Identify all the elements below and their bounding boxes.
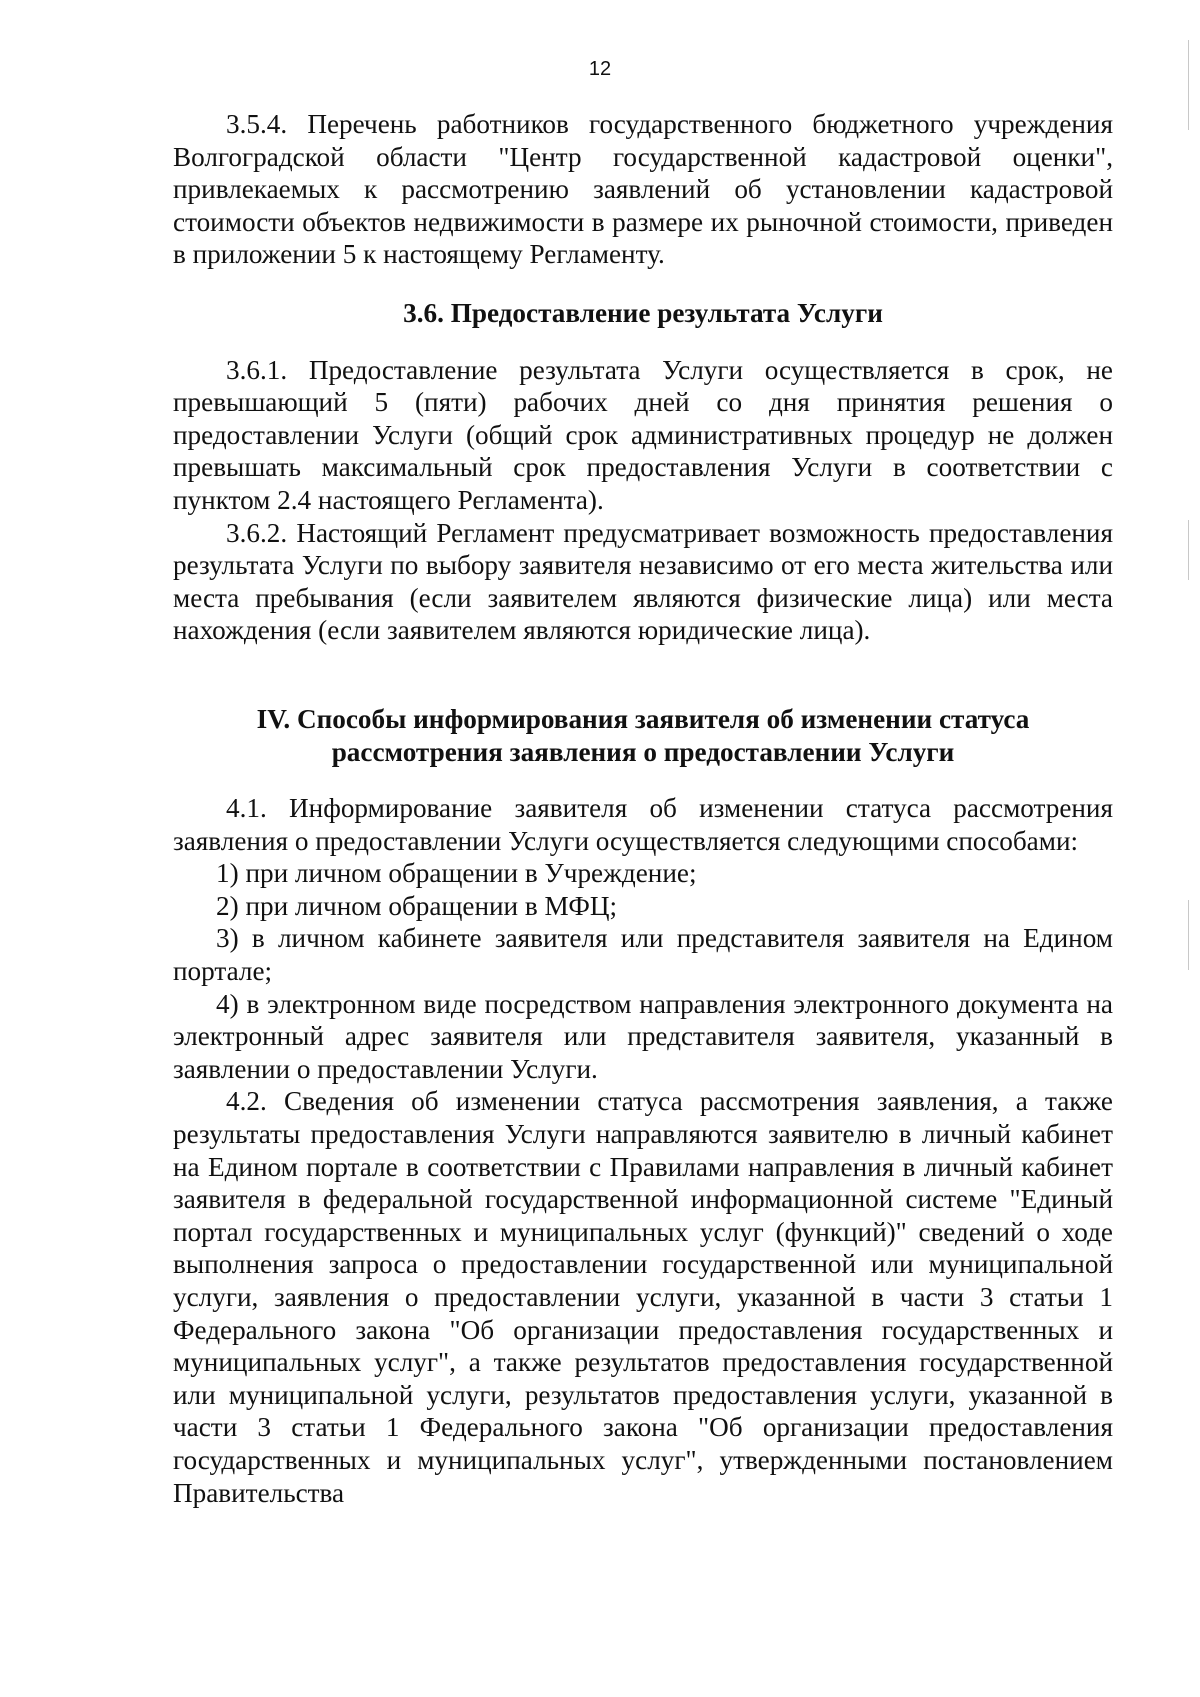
paragraph-4-2: 4.2. Сведения об изменении статуса рассмотрения заявления, а также результаты предоставления Услуги направляются заявителю в личный кабинет на Едином портале в соответствии с Правилами направления в личный кабинет заявителя в федеральной государственной информационной системе "Единый портал государственных и муниципальных услуг (функций)" сведений о ходе выполнения запроса о предоставлении государственной или муниципальной услуги, заявления о предоставлении услуги, указанной в части 3 статьи 1 Федерального закона "Об организации предоставления государственных и муниципальных услуг", а также результатов предоставления государственной или муниципальной услуги, результатов предоставления услуги, указанной в части 3 статьи 1 Федерального закона "Об организации предоставления государственных и муниципальных услуг", утвержденными постановлением Правительства	[173, 1086, 1113, 1508]
document-body	[173, 108, 1113, 1509]
heading-section-iv: IV. Способы информирования заявителя об изменении статуса рассмотрения заявления о предоставлении Услуги	[256, 703, 1030, 767]
heading-3-6: 3.6. Предоставление результата Услуги	[403, 297, 883, 328]
paragraph-3-6-1: 3.6.1. Предоставление результата Услуги осуществляется в срок, не превышающий 5 (пяти) рабочих дней со дня принятия решения о предоставлении Услуги (общий срок административных процедур не должен превышать максимальный срок предоставления Услуги в соответствии с пунктом 2.4 настоящего Регламента).	[173, 354, 1113, 515]
paragraph-3-6-2: 3.6.2. Настоящий Регламент предусматривает возможность предоставления результата Услуги по выбору заявителя независимо от его места жительства или места пребывания (если заявителем являются физические лица) или места нахождения (если заявителем являются юридические лица).	[173, 517, 1113, 646]
paragraph-4-1: 4.1. Информирование заявителя об изменении статуса рассмотрения заявления о предоставлении Услуги осуществляется следующими способами:	[173, 793, 1113, 856]
list-item: 2) при личном обращении в МФЦ;	[216, 890, 618, 921]
page-number: 12	[588, 58, 612, 80]
scan-edge-mark	[1188, 40, 1189, 130]
scan-edge-mark	[1188, 900, 1189, 970]
scan-edge-mark	[1188, 520, 1189, 580]
list-item: 4) в электронном виде посредством направления электронного документа на электронный адрес заявителя или представителя заявителя, указанный в заявлении о предоставлении Услуги.	[173, 988, 1113, 1084]
list-item: 3) в личном кабинете заявителя или представителя заявителя на Едином портале;	[173, 923, 1113, 987]
list-item: 1) при личном обращении в Учреждение;	[216, 858, 697, 889]
paragraph-3-5-4: 3.5.4. Перечень работников государственного бюджетного учреждения Волгоградской области "Центр государственной кадастровой оценки", привлекаемых к рассмотрению заявлений об установлении кадастровой стоимости объектов недвижимости в размере их рыночной стоимости, приведен в приложении 5 к настоящему Регламенту.	[173, 109, 1113, 270]
